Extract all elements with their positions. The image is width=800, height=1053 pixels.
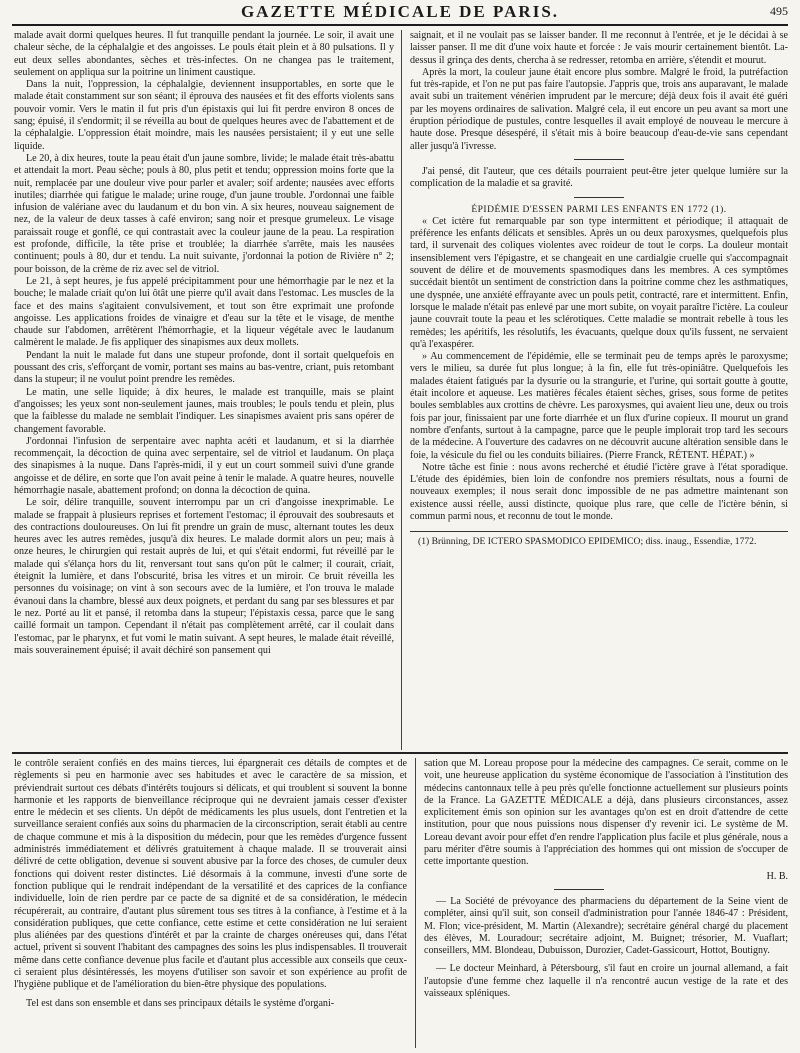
bottom-right-column	[424, 758, 788, 1048]
separator-rule	[554, 889, 604, 890]
paragraph: Après la mort, la couleur jaune était encore plus sombre. Malgré le froid, la putréfaction fut très-rapide, et l'on ne put pas faire l'autopsie. J'appris que, trois ans auparavant, le malade avait subi un traitement vénérien imprudent par le mercure; déjà deux fois il avait été guéri par les moyens ordinaires de salivation. Malgré cela, il eut encore un peu avant sa mort une éruption périodique de pustules, contre lesquelles il avait employé de nouveau le mercure à haute dose. Presque désespéré, il s'était mis à boire beaucoup d'eau-de-vie sans cependant aller jusqu'à l'ivresse.	[410, 66, 788, 152]
quotation	[410, 216, 788, 462]
footnote-rule	[410, 531, 788, 532]
closing-paragraph: Notre tâche est finie : nous avons recherché et étudié l'ictère grave à l'état sporadique. L'étude des épidémies, bien loin de confondre nos premiers résultats, nous a fourni de nouveaux exemples; il nous serait donc impossible de ne pas admettre maintenant son existence aussi réelle, aussi distincte, quoique plus rare, que celle de l'ictère bénin, si commun parmi nous, et reconnu de tout le monde.	[410, 461, 788, 522]
bottom-left-column	[14, 758, 407, 1048]
paragraph: Le 21, à sept heures, je fus appelé précipitamment pour une hémorrhagie par le nez et la bouche; le malade criait qu'on lui ôtât une pierre qu'il avait dans l'estomac. Les muscles de la face et des mains s'agitaient convulsivement, et tout son être exprimait une profonde angoisse. Les applications froides de vinaigre et d'eau sur la tête et le visage, de menthe chaude sur l'abdomen, arrêtèrent l'hémorrhagie, et la liqueur végétale avec le laudanum calmèrent le malade. Je fis appliquer des sinapismes aux deux mollets.	[14, 275, 394, 349]
paragraph: le contrôle seraient confiés en des mains tierces, lui épargnerait ces détails de comptes et de règlements si peu en harmonie avec ses habitudes et avec le caractère de sa mission, et préviendrait surtout ces débats d'intérêts toujours si délicats, et qui troublent si souvent la bonne harmonie et les rapports de bienveillance réciproque qui ne devraient jamais cesser d'exister entre le médecin et ses clients. Un dépôt de médicaments les plus usuels, dont l'entretien et la surveillance seraient confiés aux soins du pharmacien de la circonscription, serait établi au centre de chaque commune et mis à la disposition du médecin, pour que les remèdes d'urgence fussent administrés immédiatement et délivrés gratuitement à chaque malade. Il se trouverait ainsi délivré de cette obligation, devenue si souvent abusive par la force des choses, de cumuler deux fonctions qui doivent rester distinctes. Lié désormais à la commune, investi d'une sorte de fonction publique qui le rendrait indépendant de la versatilité et des caprices de la confiance individuelle, loin de rien perdre par ce pacte de sa dignité et de sa considération, le médecin récupérerait, au contraire, d'autant plus sûrement tous ses titres à la confiance, à l'estime et à la considération publiques, que cette confiance, cette estime et cette considération ne lui seraient plus aliénées par des questions d'intérêt et par la crainte de charges onéreuses qui, dans l'état actuel, privent si souvent l'habitant des campagnes des soins les plus indispensables. Il trouverait même dans cette confiance devenue plus facile et d'autant plus accessible aux conseils que ceux-ci seraient plus désintéressés, les moyens d'utiliser son savoir et son expérience au profit de l'hygiène publique et de l'amélioration du bien-être physique des populations.	[14, 758, 407, 991]
news-item: — Le docteur Meinhard, à Pétersbourg, s'il faut en croire un journal allemand, a fait l'autopsie d'une femme chez laquelle il n'a rencontré aucun vestige de la rate et des vaisseaux spléniques.	[424, 963, 788, 1000]
page-number: 495	[770, 4, 788, 18]
top-left-column	[14, 30, 394, 750]
paragraph: saignait, et il ne voulait pas se laisser bander. Il me reconnut à l'entrée, et je le décidai à se laisser panser. Il me dit d'une voix haute et forcée : Je vais mourir certainement bientôt. La-dessus il grinça des dents, chercha à se redresser, retomba en arrière, s'étendit et mourut.	[410, 30, 788, 66]
section-title: ÉPIDÉMIE D'ESSEN PARMI LES ENFANTS EN 1772 (1).	[471, 204, 727, 215]
separator-rule	[574, 159, 624, 160]
quote-paragraph: « Cet ictère fut remarquable par son type intermittent et périodique; il attaquait de préférence les enfants délicats et sensibles. Après un ou deux paroxysmes, quelquefois plus tard, il survenait des coliques violentes avec roideur de tout le corps. La douleur montait insensiblement vers l'épigastre, et se changeait en une cardialgie cruelle qui s'accompagnait souvent de délire et de mouvements spasmodiques dans les membres. A ces symptômes succédait bientôt un sentiment de constriction dans la poitrine comme chez les asthmatiques, une dyspnée, une anxiété effrayante avec un pouls petit, contracté, rare et intermittent. Enfin, lorsque le malade n'était pas enlevé par une mort subite, on voyait paraître l'ictère. La couleur jaune couvrait toute la peau et les sclérotiques. Cette maladie se montrait rebelle à tous les remèdes; les apéritifs, les résolutifs, les évacuants, quelque doux qu'ils fussent, ne servaient qu'à l'exaspérer.	[410, 215, 788, 350]
section-divider	[12, 752, 788, 754]
paragraph: Pendant la nuit le malade fut dans une stupeur profonde, dont il sortait quelquefois en poussant des cris, s'efforçant de vomir, portant ses mains au bas-ventre, criant, puis retombant dans la stupeur; il ne voulut point prendre les remèdes.	[14, 349, 394, 386]
masthead	[12, 2, 788, 26]
signature: H. B.	[766, 870, 788, 882]
footnote: (1) Brünning, DE ICTERO SPASMODICO EPIDEMICO; diss. inaug., Essendiæ, 1772.	[418, 536, 757, 548]
paragraph: malade avait dormi quelques heures. Il fut tranquille pendant la journée. Le soir, il avait une chaleur sèche, de la céphalalgie et des angoisses. Le pouls était plein et à 80 pulsations. Il y eut deux selles abondantes, sèches et très-infectes. On ne changea pas le traitement, seulement on appliqua sur la poitrine un liniment caustique.	[14, 30, 394, 78]
paragraph: Le 20, à dix heures, toute la peau était d'un jaune sombre, livide; le malade était très-abattu et attendait la mort. Peau sèche; pouls à 80, plus petit et tendu; oppression moins forte que la nuit, remplacée par une douleur vive pour parler et avaler; soif ardente; nausées avec efforts inutiles; diarrhée qui fatigue le malade; urine rouge, d'un jaune trouble. J'ordonnai une faible infusion de valériane avec du laudanum et du bon vin. A six heures, nouveau saignement de nez, de la valeur de deux tasses à café environ; sang noir et presque grumeleux. Le visage paraissait rouge et gonflé, ce qui contrastait avec la couleur jaune de la peau. La respiration est profonde, difficile, la tête prise et troublée; la diarrhée s'arrête, mais les nausées continuent; pouls à 80, dur et tendu. La nuit suivante, j'ordonnai la potion de Rivière n° 2; pour boisson, de la crème de riz avec sel de vitriol.	[14, 152, 394, 275]
news-item: — La Société de prévoyance des pharmaciens du département de la Seine vient de compléter, ainsi qu'il suit, son conseil d'administration pour l'année 1846-47 : Président, M. Flon; vice-président, M. Martin (Alexandre); secrétaire général chargé du placement des élèves, M. Louradour; secrétaire adjoint, M. Buignet; trésorier, M. Vuaflart; conseillers, MM. Blondeau, Dubuisson, Durozier, Cadet-Gassicourt, Hottot, Boutigny.	[424, 895, 788, 957]
paragraph: Dans la nuit, l'oppression, la céphalalgie, deviennent insupportables, en sorte que le malade était constamment sur son séant; il éprouva des nausées et fit des efforts violents sans pouvoir vomir. Vers le matin il fut pris d'un épistaxis qui lui fit perdre environ 8 onces de sang; épuisé, il s'endormit; il se réveilla au bout de quelques heures avec de l'abattement et de la céphalalgie. L'oppression était moindre, mais les nausées persistaient; il y eut une selle liquide.	[14, 79, 394, 152]
paragraph: J'ordonnai l'infusion de serpentaire avec naphta acéti et laudanum, et si la diarrhée recommençait, la décoction de quina avec serpentaire, sel de vitriol et laudanum. On plaça des sinapismes à la nuque. Dans l'après-midi, il y eut un court sommeil suivi d'une grande angoisse et de délire, en sorte que l'on avait peine à tenir le malade. A quatre heures, nouvelle hémorrhagie nasale, abattement profond; on donna la décoction de quina.	[14, 435, 394, 496]
paragraph: sation que M. Loreau propose pour la médecine des campagnes. Ce serait, comme on le voit, une heureuse application du système économique de l'association à l'institution des médecins cantonnaux telle à peu près qu'elle fonctionne actuellement sur plusieurs points de la France. La GAZETTE MÉDICALE a déjà, dans plusieurs circonstances, assez explicitement émis son opinion sur les avantages qu'on est en droit d'attendre de cette institution, pour que nous puissions nous dispenser d'y revenir ici. Le système de M. Loreau devant avoir pour effet d'en rendre l'application plus facile et plus générale, nous a paru mériter d'être soumis à l'appréciation des hommes qui ont mission de s'occuper de cette importante question.	[424, 758, 788, 868]
quote-paragraph: » Au commencement de l'épidémie, elle se terminait peu de temps après le paroxysme; vers le milieu, sa durée fut plus longue; à la fin, elle fut très-opiniâtre. Quelquefois les malades étaient fatigués par la dysurie ou la strangurie, et l'urine, qui sortait goutte à goutte, était incolore et aqueuse. Les matières fécales étaient sèches, grises, sous forme de petites boules semblables aux crottins de chèvre. Les paroxysmes, qui avaient lieu une, deux ou trois fois par jour, finissaient par une forte diarrhée et un flux d'urine copieux. Il mourut un grand nombre d'enfants, surtout à la campagne, parce que le peuple implorait trop tard les secours de la médecine. A l'ouverture des cadavres on ne découvrit aucune altération sensible dans le foie, la vésicule du fiel ou les conduits biliaires. (Pierre Franck, RÉTENT. HÉPAT.) »	[410, 351, 788, 461]
paragraph: Le soir, délire tranquille, souvent interrompu par un cri d'angoisse inexprimable. Le malade se frappait à plusieurs reprises et fortement l'estomac; il éprouvait des soubresauts et des contractions douloureuses. On lui fit prendre un grain de musc, alternant toutes les deux heures avec les autres remèdes, jusqu'à dix heures. Le malade dormit alors un peu; mais à onze heures, le chirurgien qui restait auprès de lui, et qui s'était endormi, fut réveillé par le malade qui s'élança hors du lit, renversant tout sans qu'on pût le calmer; il courait, criait, éteignit la lumière, et dans l'obscurité, brisa les vitres et un miroir. Ce bruit réveilla les personnes du voisinage; on vint à son secours avec de la lumière, et l'on trouva le malade évanoui dans la chambre, blessé aux deux poignets, et perdant du sang par ses blessures et par le nez. Porté au lit et pansé, il retomba dans la stupeur; l'épistaxis cessa, parce que le sang caillé formait un tampon. Cependant il n'était pas complètement arrêté, car il coulait dans l'estomac, par le pharynx, et fut vomi le matin suivant. A sept heures, le malade était réveillé, mais souverainement épuisé; il avait déchiré son pansement qui	[14, 497, 394, 656]
paragraph: J'ai pensé, dit l'auteur, que ces détails pourraient peut-être jeter quelque lumière sur la complication de la maladie et sa gravité.	[410, 165, 788, 190]
paragraph: Le matin, une selle liquide; à dix heures, le malade est tranquille, mais se plaint d'angoisses; les yeux sont non-seulement jaunes, mais troubles; le pouls tendu et plein, plus que la faiblesse du malade ne semblait l'indiquer. Les sinapismes avaient pris sans opérer de changement favorable.	[14, 386, 394, 435]
column-divider	[415, 758, 416, 1048]
journal-title: GAZETTE MÉDICALE DE PARIS.	[240, 2, 560, 21]
separator-rule	[574, 197, 624, 198]
top-right-column	[410, 30, 788, 750]
paragraph: Tel est dans son ensemble et dans ses principaux détails le système d'organi-	[26, 997, 335, 1009]
column-divider	[401, 30, 402, 750]
